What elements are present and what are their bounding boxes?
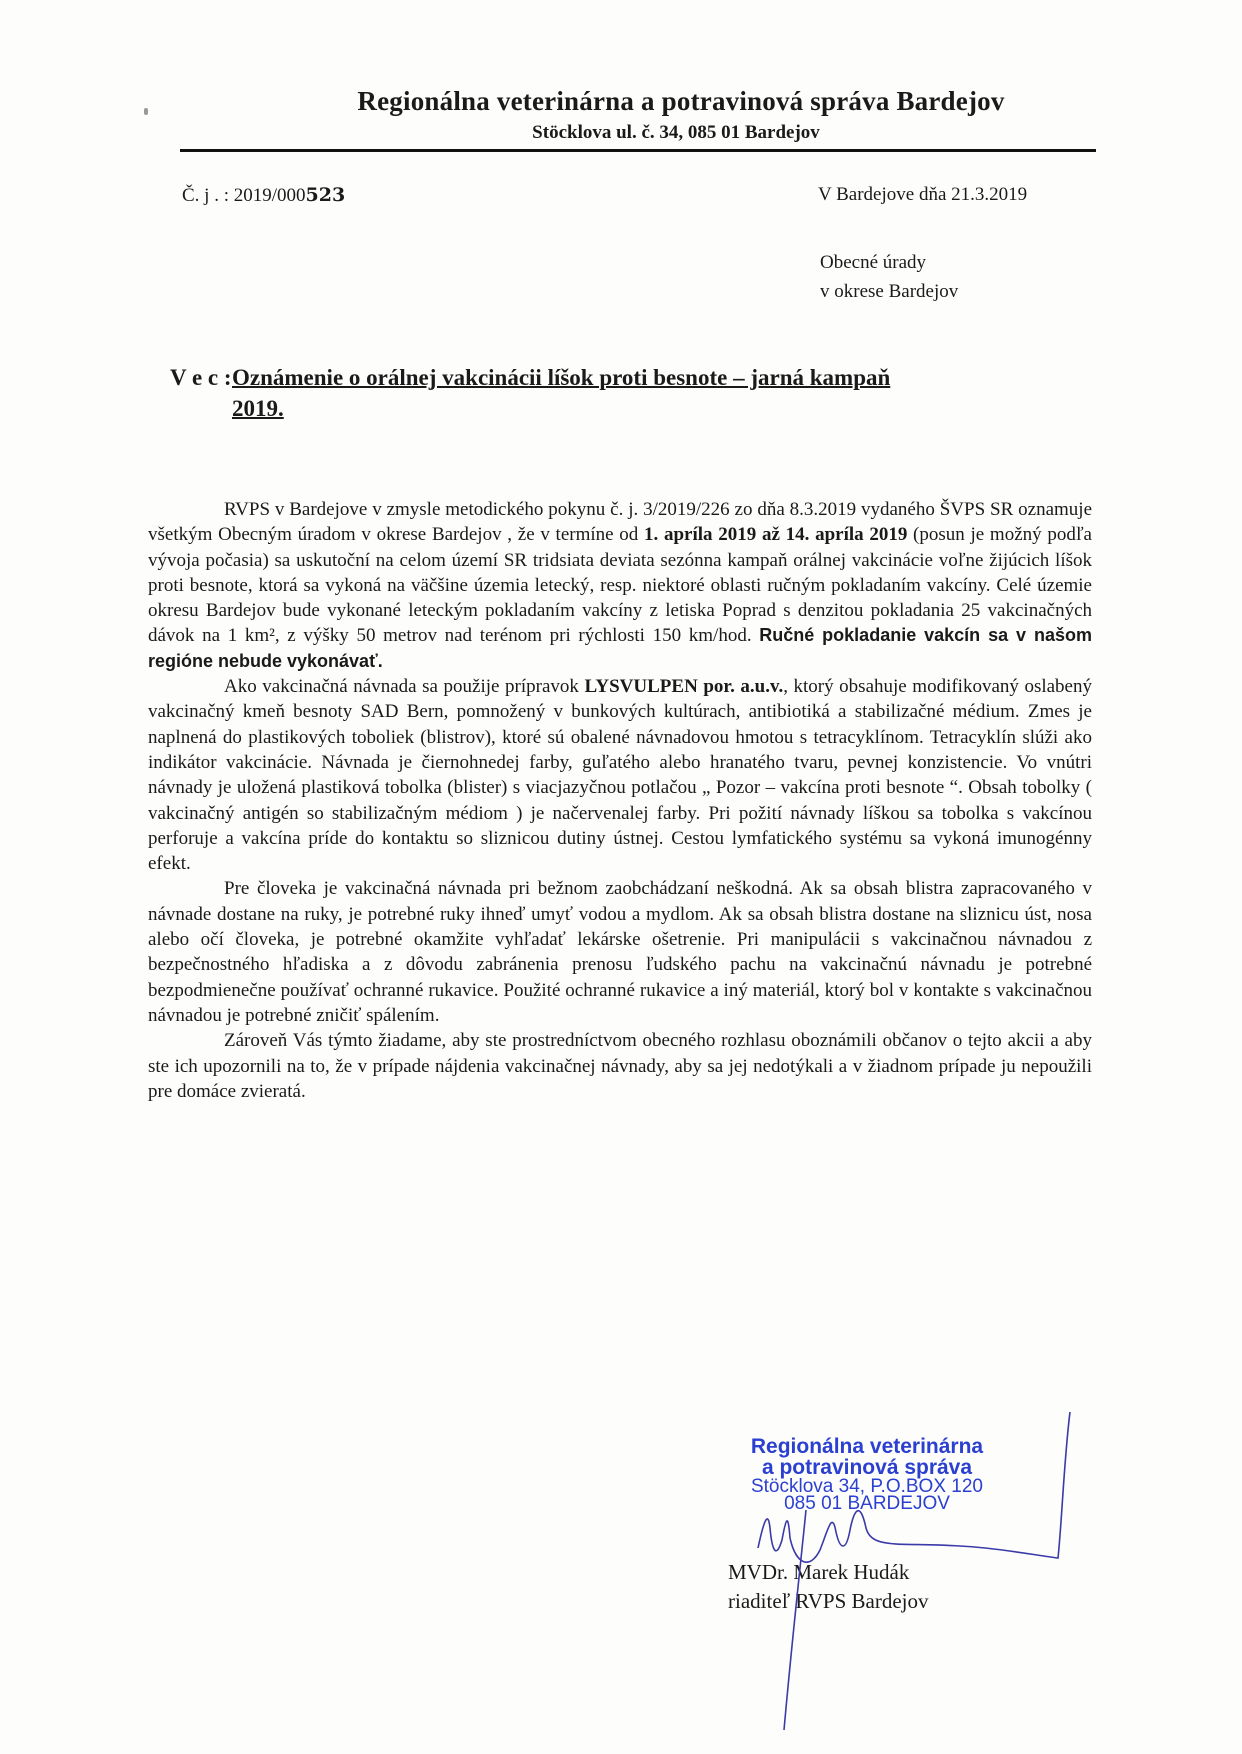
reference-number [182,184,345,207]
subject-line-1: Oznámenie o orálnej vakcinácii líšok proti besnote – jarná kampaň [232,365,891,390]
recipient-line-1: Obecné úrady [820,252,927,273]
date-line: V Bardejove dňa 21.3.2019 [818,184,1028,205]
campaign-dates: 1. apríla 2019 až 14. apríla 2019 [644,524,908,546]
recipient-line-2: v okrese Bardejov [820,281,959,302]
stamp-line-2: a potravinová správa [761,1456,973,1479]
handwritten-signature [660,1400,1100,1730]
product-name: LYSVULPEN por. a.u.v. [584,676,784,698]
signer-name: MVDr. Marek Hudák [728,1560,910,1584]
manual-laying-notice: Ručné pokladanie vakcín sa v našom regióne nebude vykonávať. [148,625,1092,671]
reference-label: Č. j . : 2019/000 [182,185,306,206]
paragraph-3: Pre človeka je vakcinačná návnada pri bežnom zaobchádzaní neškodná. Ak sa obsah blistra zapracovaného v návnade dostane na ruky, je potrebné ruky ihneď umyť vodou a mydlom. Ak sa obsah blistra dostane na sliznicu úst, nosa alebo očí človeka, je potrebné okamžite vyhľadať lekárske ošetrenie. Pri manipulácii s vakcinačnou návnadou z bezpečnostného hľadiska a z dôvodu zabránenia prenosu ľudského pachu na vakcinačnú návnadu je potrebné bezpodmienečne používať ochranné rukavice. Použité ochranné rukavice a iný materiál, ktorý bol v kontakte s vakcinačnou návnadou je potrebné zničiť spálením. [148,878,1092,1026]
stamp-line-1: Regionálna veterinárna [750,1435,984,1458]
recipient-block [820,248,958,306]
letter-body [148,497,1092,1104]
reference-handwritten-number: 523 [305,184,346,206]
signature-stroke [758,1412,1070,1730]
organization-title: Regionálna veterinárna a potravinová správa Bardejov [357,86,1005,116]
subject-label: V e c : [170,365,232,390]
subject-line-2: 2019. [232,396,284,421]
stamp-line-4: 085 01 BARDEJOV [784,1493,950,1514]
signer-title: riaditeľ RVPS Bardejov [728,1589,929,1613]
organization-address: Stöcklova ul. č. 34, 085 01 Bardejov [532,122,820,143]
stamp-line-3: Stöcklova 34, P.O.BOX 120 [750,1476,983,1497]
paragraph-4: Zároveň Vás týmto žiadame, aby ste prostredníctvom obecného rozhlasu oboznámili občanov o tejto akcii a aby ste ich upozornili na to, že v prípade nájdenia vakcinačnej návnady, aby sa jej nedotýkali a v žiadnom prípade ju nepoužili pre domáce zvieratá. [148,1030,1092,1102]
subject-block [170,362,890,424]
paragraph-2: Ako vakcinačná návnada sa použije prípravok LYSVULPEN por. a.u.v., ktorý obsahuje modifikovaný oslabený vakcinačný kmeň besnoty SAD Bern, pomnožený v bunkových kultúrach, antibiotiká a stabilizačné médium. Zmes je naplnená do plastikových toboliek (blistrov), ktoré sú obalené návnadovou hmotou s tetracyklínom. Tetracyklín slúži ako indikátor vakcinácie. Návnada je čiernohnedej farby, guľatého alebo hranatého tvaru, pevnej konzistencie. Vo vnútri návnady je uložená plastiková tobolka (blister) s viacjazyčnou potlačou „ Pozor – vakcína proti besnote “. Obsah tobolky ( vakcinačný antigén so stabilizačným médiom ) je načervenalej farby. Pri požití návnady líškou sa tobolka s vakcínou perforuje a vakcína príde do kontaktu so sliznicou dutiny ústnej. Cestou lymfatického systému sa vykoná imunogénny efekt. [148,676,1092,875]
header-divider [180,149,1096,152]
paragraph-1: RVPS v Bardejove v zmysle metodického pokynu č. j. 3/2019/226 zo dňa 8.3.2019 vydaného ŠVPS SR oznamuje všetkým Obecným úradom v okrese Bardejov , že v termíne od 1. apríla 2019 až 14. apríla 2019 (posun je možný podľa vývoja počasia) sa uskutoční na celom území SR tridsiata deviata sezónna kampaň orálnej vakcinácie voľne žijúcich líšok proti besnote, ktorá sa vykoná na väčšine územia letecký, resp. niektoré oblasti ručným pokladaním vakcíny. Celé územie okresu Bardejov bude vykonané leteckým pokladaním vakcíny z letiska Poprad s denzitou pokladania 25 vakcinačných dávok na 1 km², z výšky 50 metrov nad terénom pri rýchlosti 150 km/hod. Ručné pokladanie vakcín sa v našom regióne nebude vykonávať. [148,499,1092,671]
